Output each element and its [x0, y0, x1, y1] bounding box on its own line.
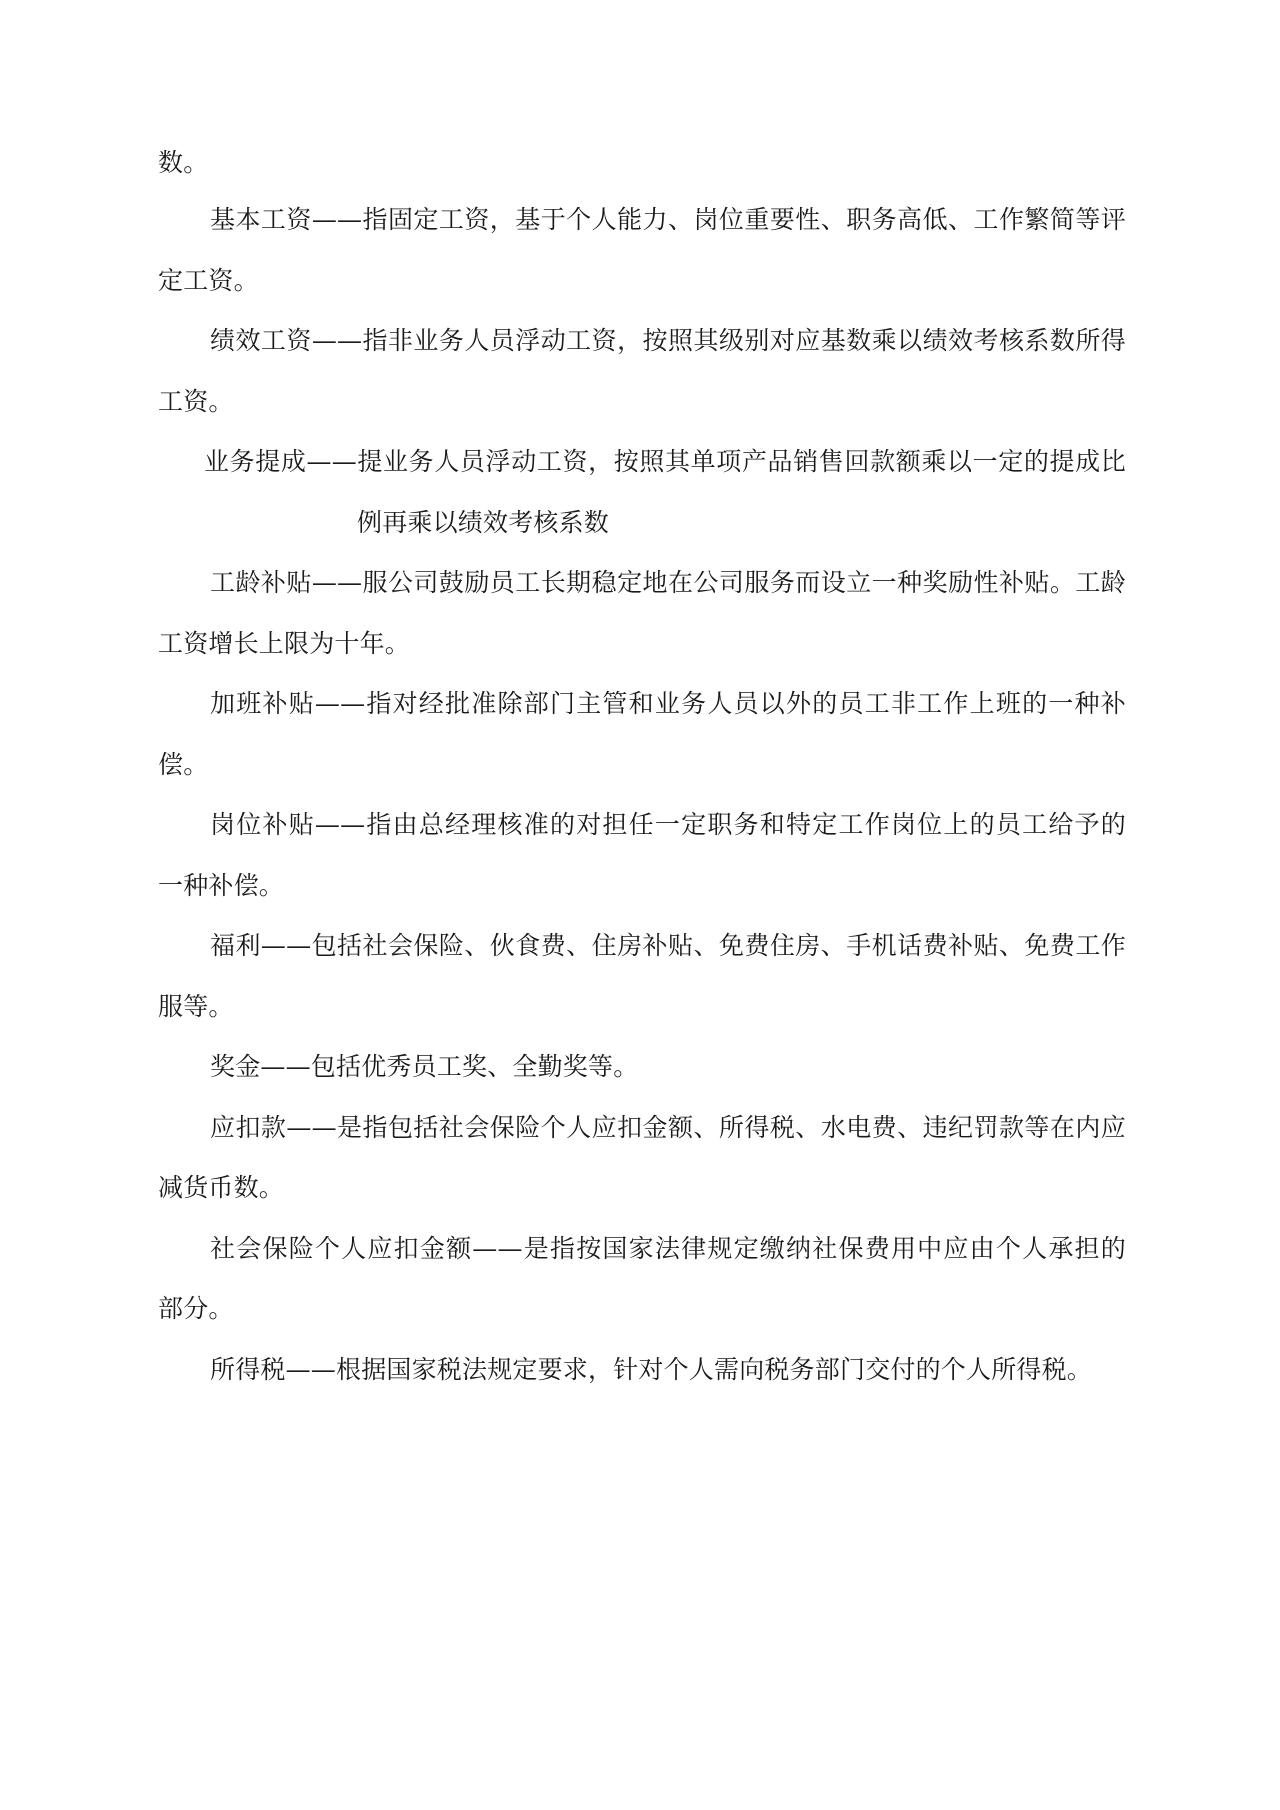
text-line: 工龄补贴——服公司鼓励员工长期稳定地在公司服务而设立一种奖励性补贴。工龄 — [210, 568, 1126, 597]
text-line: 奖金——包括优秀员工奖、全勤奖等。 — [210, 1052, 639, 1081]
text-line: 业务提成——提业务人员浮动工资，按照其单项产品销售回款额乘以一定的提成比 — [204, 447, 1126, 476]
text-line: 社会保险个人应扣金额——是指按国家法律规定缴纳社保费用中应由个人承担的 — [210, 1234, 1126, 1263]
text-line: 岗位补贴——指由总经理核准的对担任一定职务和特定工作岗位上的员工给予的 — [210, 810, 1126, 839]
text-line: 例再乘以绩效考核系数 — [357, 508, 610, 537]
text-line: 部分。 — [158, 1294, 234, 1323]
text-line: 所得税——根据国家税法规定要求，针对个人需向税务部门交付的个人所得税。 — [210, 1355, 1093, 1384]
text-line: 加班补贴——指对经批准除部门主管和业务人员以外的员工非工作上班的一种补 — [210, 689, 1126, 718]
text-line: 基本工资——指固定工资，基于个人能力、岗位重要性、职务高低、工作繁简等评 — [210, 205, 1126, 234]
text-line: 工资。 — [158, 387, 234, 416]
text-line: 绩效工资——指非业务人员浮动工资，按照其级别对应基数乘以绩效考核系数所得 — [210, 326, 1126, 355]
text-line: 定工资。 — [158, 266, 259, 295]
text-line: 数。 — [158, 148, 209, 177]
text-line: 工资增长上限为十年。 — [158, 629, 411, 658]
text-line: 一种补偿。 — [158, 871, 285, 900]
text-line: 应扣款——是指包括社会保险个人应扣金额、所得税、水电费、违纪罚款等在内应 — [210, 1113, 1126, 1142]
text-line: 福利——包括社会保险、伙食费、住房补贴、免费住房、手机话费补贴、免费工作 — [210, 931, 1126, 960]
text-line: 偿。 — [158, 750, 209, 779]
text-line: 减货币数。 — [158, 1173, 285, 1202]
text-line: 服等。 — [158, 992, 234, 1021]
